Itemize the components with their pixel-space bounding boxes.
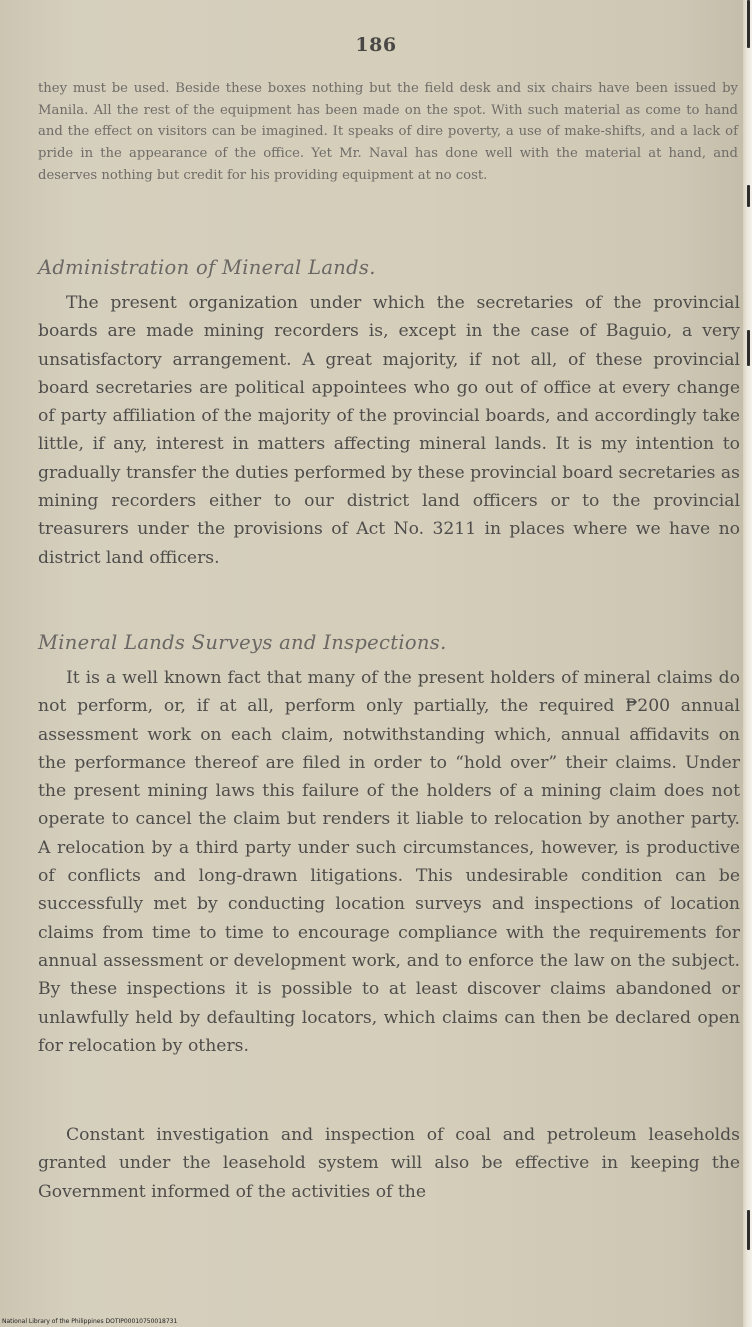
section-paragraph-surveys: It is a well known fact that many of the present holders of mineral claims do not perform, or, if at all, perform only partially, the required ₱200 annual assessment work on each claim, notwithstanding which, annual affidavits on the performance thereof are filed in order to “hold over” their claims. Under the present mining laws this failure of the holders of a mining claim does not operate to cancel the claim but renders it liable to relocation by another party. A relocation by a third party under such circumstances, however, is productive of conflicts and long-drawn litigations. This undesirable condition can be successfully met by conducting location surveys and inspections of location claims from time to time to encourage compliance with the requirements for annual assessment or development work, and to enforce the law on the subject. By these inspections it is possible to at least discover claims abandoned or unlawfully held by defaulting locators, which claims can then be declared open for relocation by others. <box>38 668 740 1056</box>
continuation-paragraph: Constant investigation and inspection of coal and petroleum leaseholds granted under the leasehold system will also be effective in keeping the Government informed of the activities of the <box>38 1125 740 1202</box>
footer-caption: National Library of the Philippines DOTIP00010750018731 <box>2 1318 178 1325</box>
binding-mark <box>747 1210 750 1250</box>
binding-mark <box>747 185 750 207</box>
section-heading-surveys: Mineral Lands Surveys and Inspections. <box>38 631 447 654</box>
section-heading-administration: Administration of Mineral Lands. <box>38 256 376 279</box>
binding-mark <box>747 330 750 366</box>
page-binding-edge <box>743 0 752 1327</box>
page-number: 186 <box>355 34 397 56</box>
section-paragraph-administration: The present organization under which the secretaries of the provincial boards are made mining recorders is, except in the case of Baguio, a very unsatisfactory arrangement. A great majority, if not all, of these provincial board secretaries are political appointees who go out of office at every change of party affiliation of the majority of the provincial boards, and accordingly take little, if any, interest in matters affecting mineral lands. It is my intention to gradually transfer the duties performed by these provincial board secretaries as mining recorders either to our district land officers or to the provincial treasurers under the provisions of Act No. 3211 in places where we have no district land officers. <box>38 293 740 568</box>
lead-paragraph: they must be used. Beside these boxes nothing but the field desk and six chairs have been issued by Manila. All the rest of the equipment has been made on the spot. With such material as come to hand and the effect on visitors can be imagined. It speaks of dire poverty, a use of make-shifts, and a lack of pride in the appearance of the office. Yet Mr. Naval has done well with the material at hand, and deserves nothing but credit for his providing equipment at no cost. <box>38 81 738 183</box>
